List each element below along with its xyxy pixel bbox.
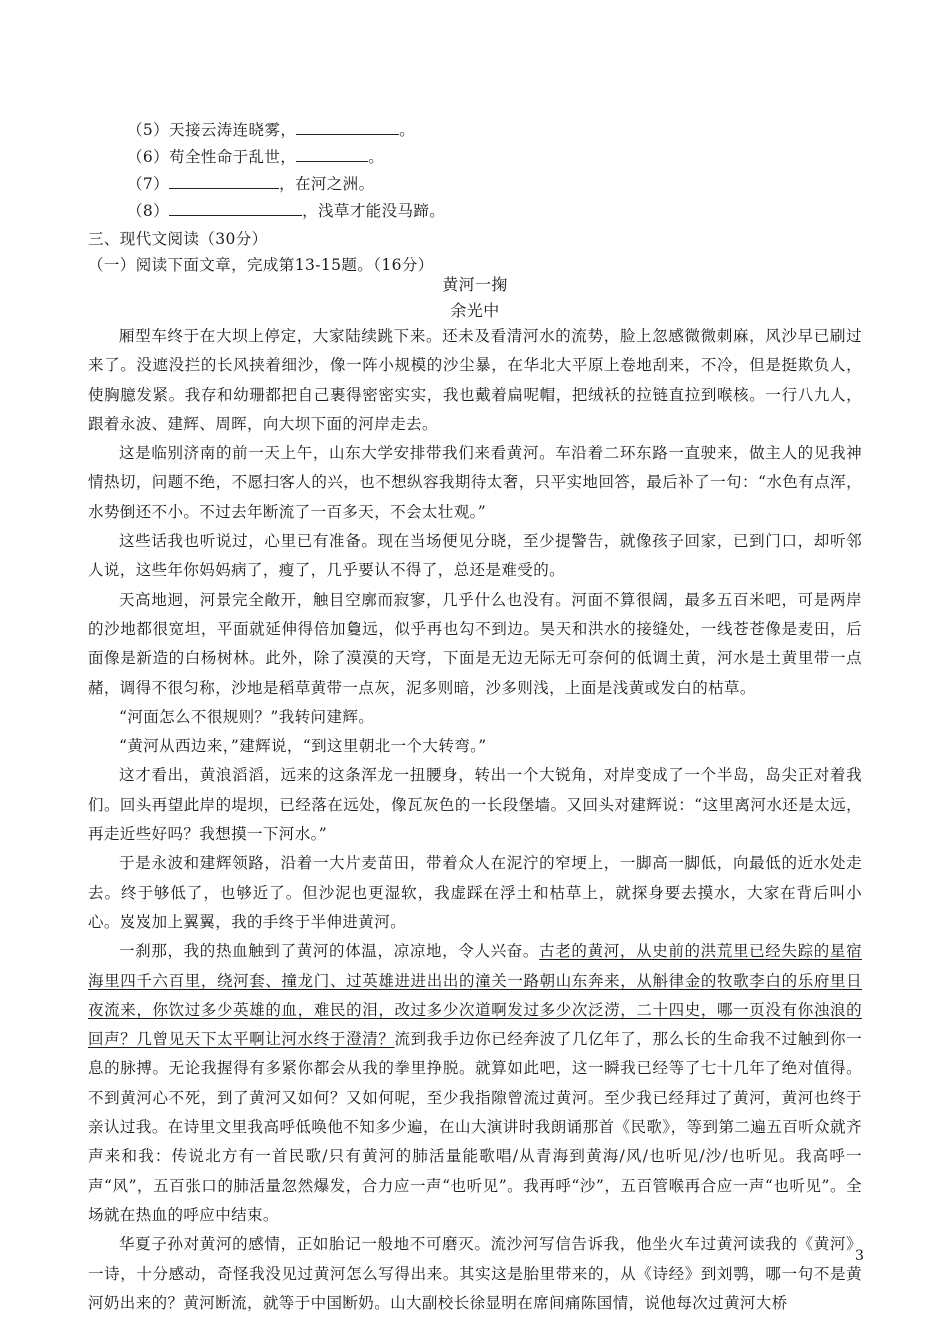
fill-blank-5-prefix: （5）天接云涛连晓雾，	[127, 121, 297, 139]
fill-blank-7	[127, 171, 374, 197]
paragraph-text: 一刹那，我的热血触到了黄河的体温，凉凉地，令人兴奋。	[119, 942, 540, 961]
section-heading: 三、现代文阅读（30分）	[88, 230, 268, 248]
paragraph: 这些话我也听说过，心里已有准备。现在当场便见分晓，至少提警告，就像孩子回家，已到门口，却听邻人说，这些年你妈妈病了，瘦了，几乎要认不得了，总还是难受的。	[88, 532, 862, 580]
answer-blank-line	[296, 145, 368, 162]
fill-blank-8-prefix: （8）	[127, 202, 170, 220]
paragraph: “黄河从西边来，”建辉说，“到这里朝北一个大转弯。”	[119, 737, 487, 756]
paragraph	[88, 937, 862, 1230]
answer-blank-line	[296, 118, 399, 135]
subsection-heading: （一）阅读下面文章，完成第13-15题。（16分）	[88, 256, 434, 274]
article-author: 余光中	[450, 301, 500, 320]
fill-blank-7-suffix: ，在河之洲。	[279, 175, 375, 193]
paragraph: 厢型车终于在大坝上停定，大家陆续跳下来。还未及看清河水的流势，脸上忽感微微刺麻，风沙早已刷过来了。没遮没拦的长风挟着细沙，像一阵小规模的沙尘暴，在华北大平原上卷地刮来，不冷，但是挺欺负人，使胸臆发紧。我存和幼珊都把自己裹得密密实实，我也戴着扁呢帽，把绒袄的拉链直拉到喉核。一行八九人，跟着永波、建辉、周晖，向大坝下面的河岸走去。	[88, 327, 862, 433]
paragraph: 于是永波和建辉领路，沿着一大片麦苗田，带着众人在泥泞的窄埂上，一脚高一脚低，向最低的近水处走去。终于够低了，也够近了。但沙泥也更湿软，我虚踩在浮土和枯草上，就探身要去摸水，大家在背后叫小心。岌岌加上翼翼，我的手终于半伸进黄河。	[88, 854, 862, 931]
article-title: 黄河一掬	[442, 275, 508, 294]
paragraph: 这是临别济南的前一天上午，山东大学安排带我们来看黄河。车沿着二环东路一直驶来，做主人的见我神情热切，问题不绝，不愿扫客人的兴，也不想纵容我期待太奢，只平实地回答，最后补了一句：“水色有点浑，水势倒还不小。不过去年断流了一百多天，不会太壮观。”	[88, 444, 862, 521]
page-number: 3	[855, 1248, 865, 1264]
article-body	[88, 322, 865, 1318]
paragraph: 天高地迥，河景完全敞开，触目空廓而寂寥，几乎什么也没有。河面不算很阔，最多五百米吧，可是两岸的沙地都很宽坦，平面就延伸得倍加敻远，似乎再也勾不到边。昊天和洪水的接缝处，一线苍苍像是麦田，后面像是新造的白杨树林。此外，除了漠漠的天穹，下面是无边无际无可奈何的低调土黄，河水是土黄里带一点赭，调得不很匀称，沙地是稻草黄带一点灰，泥多则暗，沙多则浅，上面是浅黄或发白的枯草。	[88, 590, 862, 697]
paragraph-text: 流到我手边你已经奔波了几亿年了，那么长的生命我不过触到你一息的脉搏。无论我握得有多紧你都会从我的拳里挣脱。就算如此吧，这一瞬我已经等了七十几年了绝对值得。不到黄河心不死，到了黄河又如何？又如何呢，至少我指隙曾流过黄河。至少我已经拜过了黄河，黄河也终于亲认过我。在诗里文里我高呼低唤他不知多少遍，在山大演讲时我朗诵那首《民歌》，等到第二遍五百听众就齐声来和我：传说北方有一首民歌/只有黄河的肺活量能歌唱/从青海到黄海/风/也听见/沙/也听见。我高呼一声“风”，五百张口的肺活量忽然爆发，合力应一声“也听见”。我再呼“沙”，五百管喉再合应一声“也听见”。全场就在热血的呼应中结束。	[88, 1030, 862, 1224]
fill-blank-7-prefix: （7）	[127, 175, 170, 193]
answer-blank-line	[169, 172, 279, 189]
fill-blank-8	[127, 198, 445, 224]
answer-blank-line	[169, 199, 302, 216]
fill-blank-6-prefix: （6）苟全性命于乱世，	[127, 148, 297, 166]
fill-blank-5	[127, 117, 415, 143]
fill-blank-6	[127, 144, 384, 170]
paragraph: “河面怎么不很规则？”我转问建辉。	[119, 707, 375, 726]
underlined-passage: 古老的黄河，从史前的洪荒里已经失踪的星宿海里四千六百里，绕河套、撞龙门、过英雄进进出出的潼关一路朝山东奔来，从斛律金的牧歌李白的乐府里日夜流来，你饮过多少英雄的血，难民的泪，改过多少次道啊发过多少次泛涝，二十四史，哪一页没有你浊浪的回声？几曾见天下太平啊让河水终于澄清？	[88, 942, 862, 1049]
paragraph: 华夏子孙对黄河的感情，正如胎记一般地不可磨灭。流沙河写信告诉我，他坐火车过黄河读我的《黄河》一诗，十分感动，奇怪我没见过黄河怎么写得出来。其实这是胎里带来的，从《诗经》到刘鹗，哪一句不是黄河奶出来的？黄河断流，就等于中国断奶。山大副校长徐显明在席间痛陈国情，说他每次过黄河大桥	[88, 1235, 862, 1312]
paragraph: 这才看出，黄浪滔滔，远来的这条浑龙一扭腰身，转出一个大锐角，对岸变成了一个半岛，岛尖正对着我们。回头再望此岸的堤坝，已经落在远处，像瓦灰色的一长段堡墙。又回头对建辉说：“这里离河水还是太远，再走近些好吗？我想摸一下河水。”	[88, 766, 862, 844]
fill-blank-8-suffix: ，浅草才能没马蹄。	[302, 202, 446, 220]
fill-blank-6-suffix: 。	[368, 148, 385, 166]
fill-blank-5-suffix: 。	[399, 121, 416, 139]
